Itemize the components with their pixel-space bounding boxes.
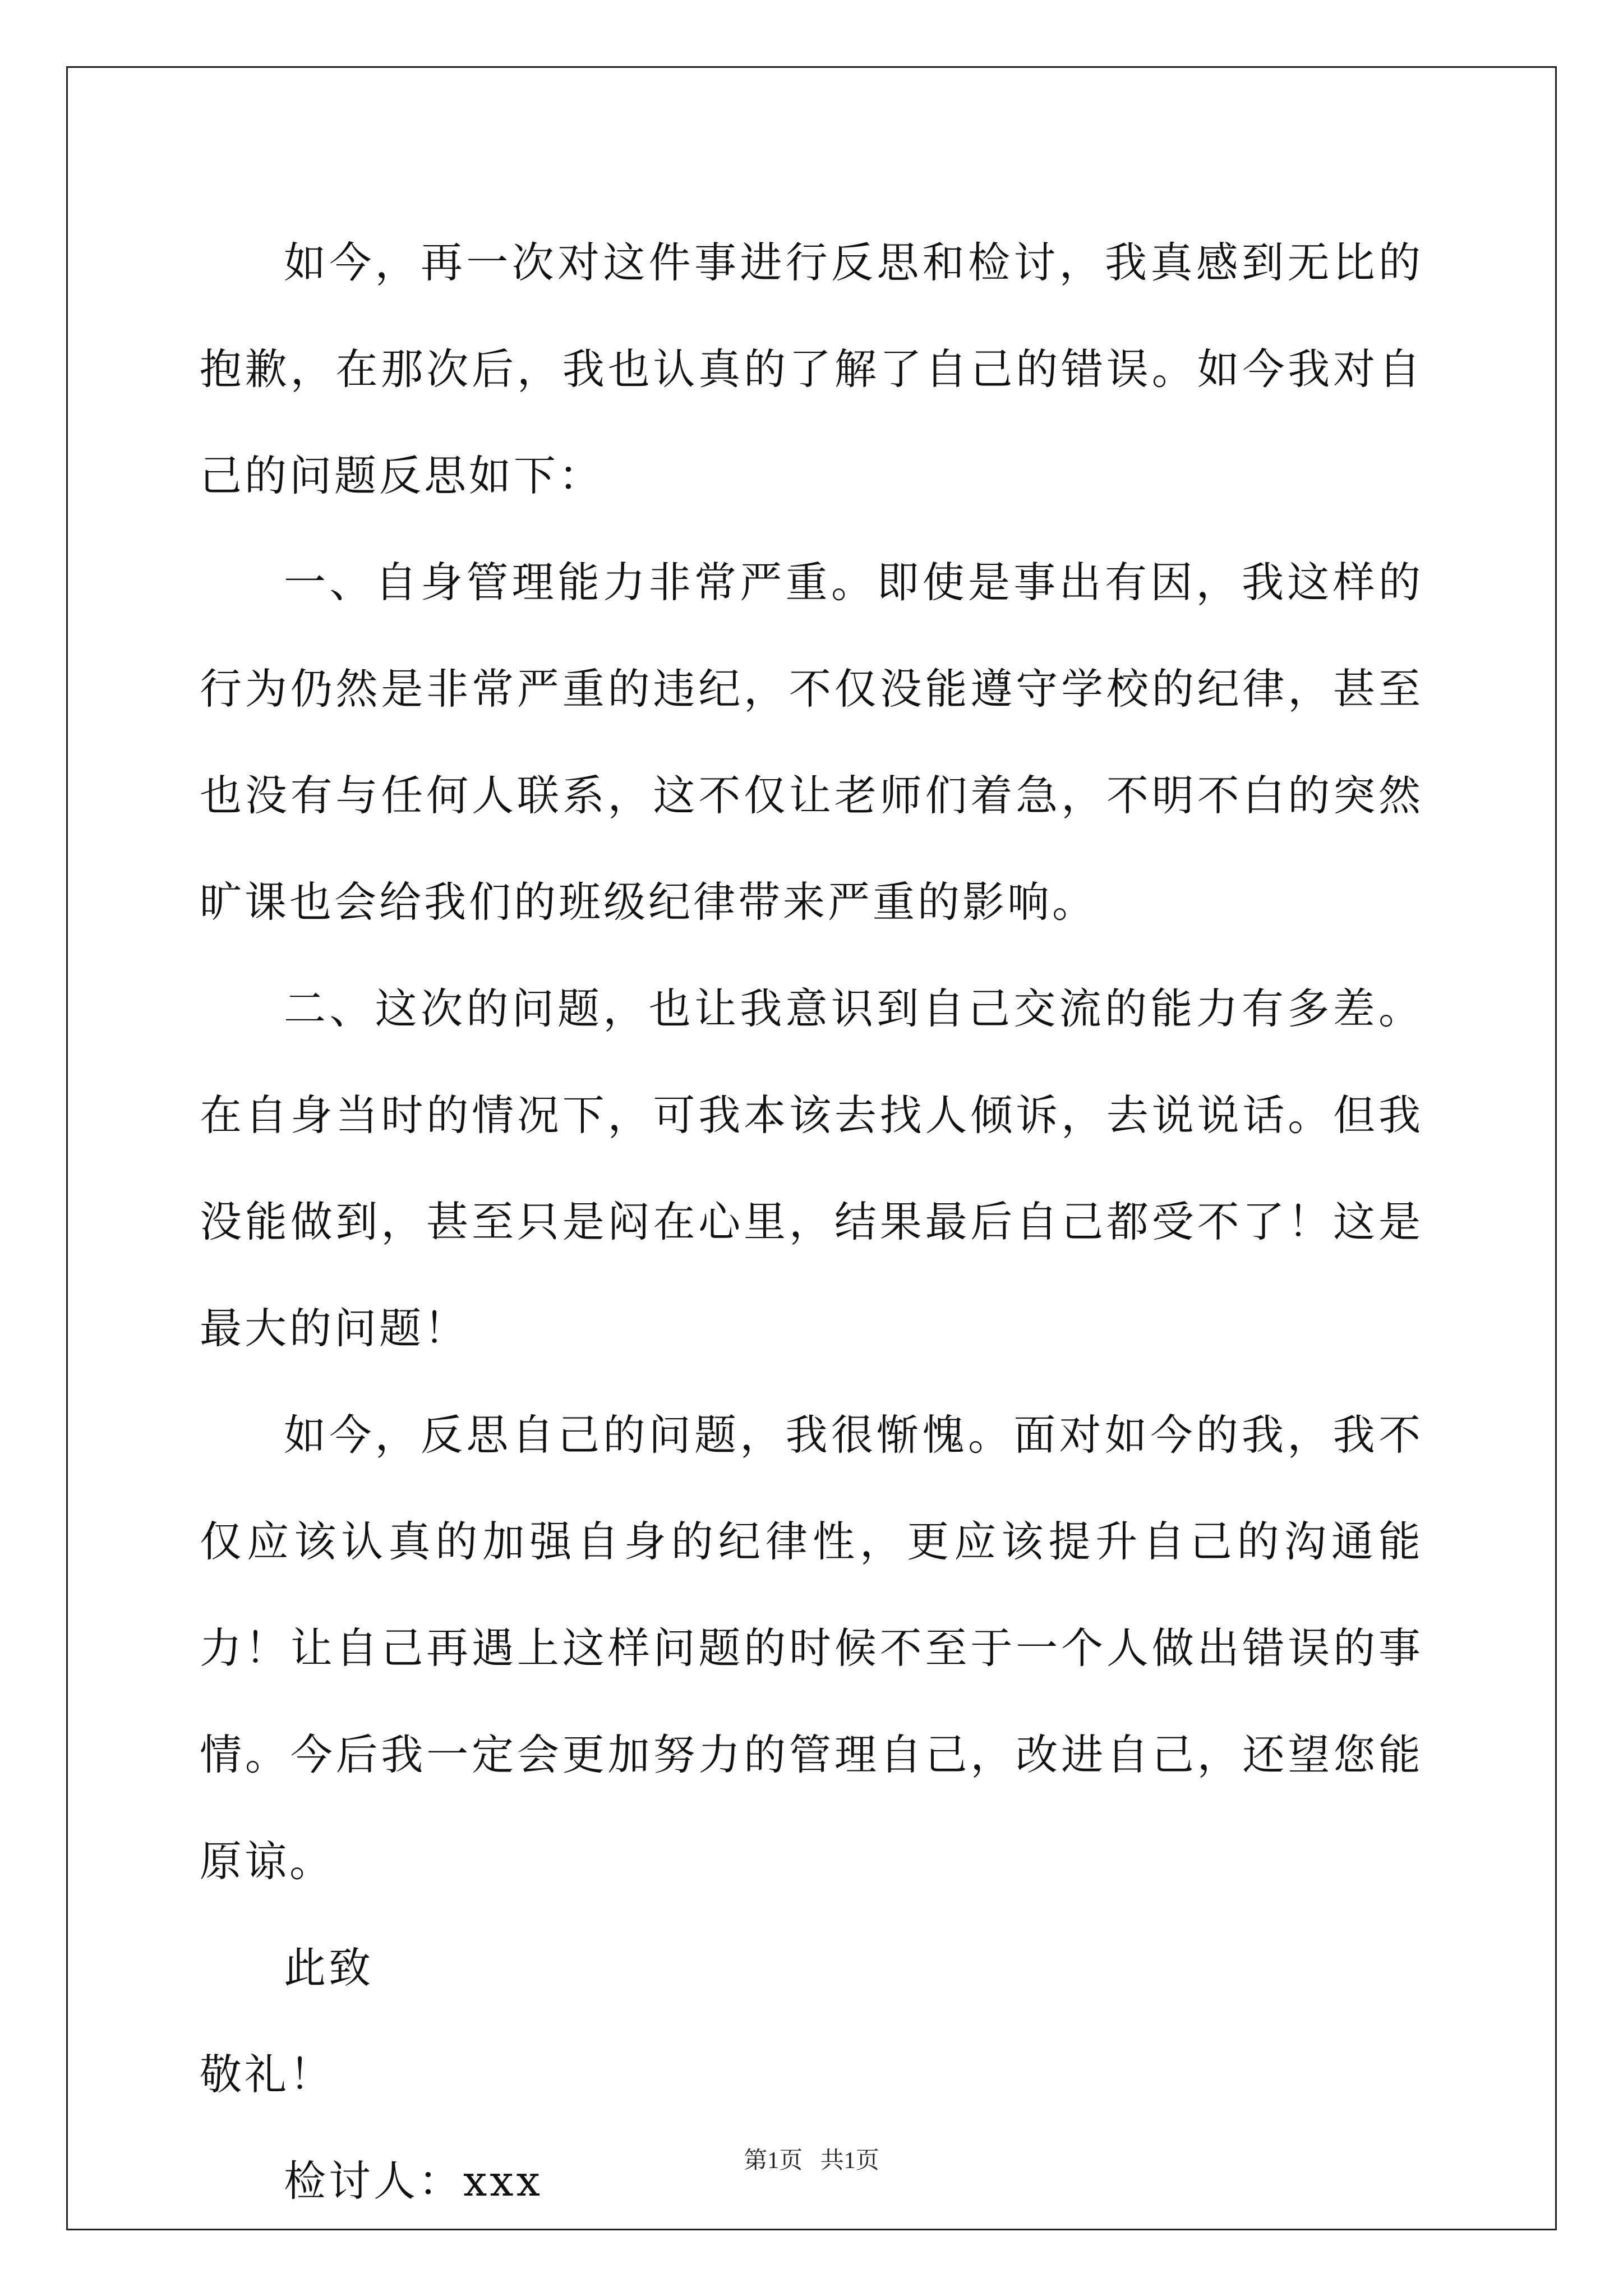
paragraph-conclusion: 如今，反思自己的问题，我很惭愧。面对如今的我，我不仅应该认真的加强自身的纪律性，更应该提升自己的沟通能力！让自己再遇上这样问题的时候不至于一个人做出错误的事情。今后我一定会更加努力的管理自己，改进自己，还望您能原谅。 xyxy=(200,1410,1423,1886)
closing-salutation: 此致 xyxy=(284,1943,374,1993)
closing-regards: 敬礼！ xyxy=(200,2050,335,2099)
paragraph-point-one: 一、自身管理能力非常严重。即使是事出有因，我这样的行为仍然是非常严重的违纪，不仅没能遵守学校的纪律，甚至也没有与任何人联系，这不仅让老师们着急，不明不白的突然旷课也会给我们的班级纪律带来严重的影响。 xyxy=(200,558,1423,927)
paragraph-reflection-intro: 如今，再一次对这件事进行反思和检讨，我真感到无比的抱歉，在那次后，我也认真的了解了自己的错误。如今我对自己的问题反思如下： xyxy=(200,238,1423,500)
signature-line: 检讨人：xxx xyxy=(284,2156,543,2206)
paragraph-point-two: 二、这次的问题，也让我意识到自己交流的能力有多差。在自身当时的情况下，可我本该去找人倾诉，去说说话。但我没能做到，甚至只是闷在心里，结果最后自己都受不了！这是最大的问题！ xyxy=(200,984,1423,1353)
page-number-footer: 第1页 共1页 xyxy=(744,2148,879,2174)
letter-body xyxy=(200,209,1423,2234)
